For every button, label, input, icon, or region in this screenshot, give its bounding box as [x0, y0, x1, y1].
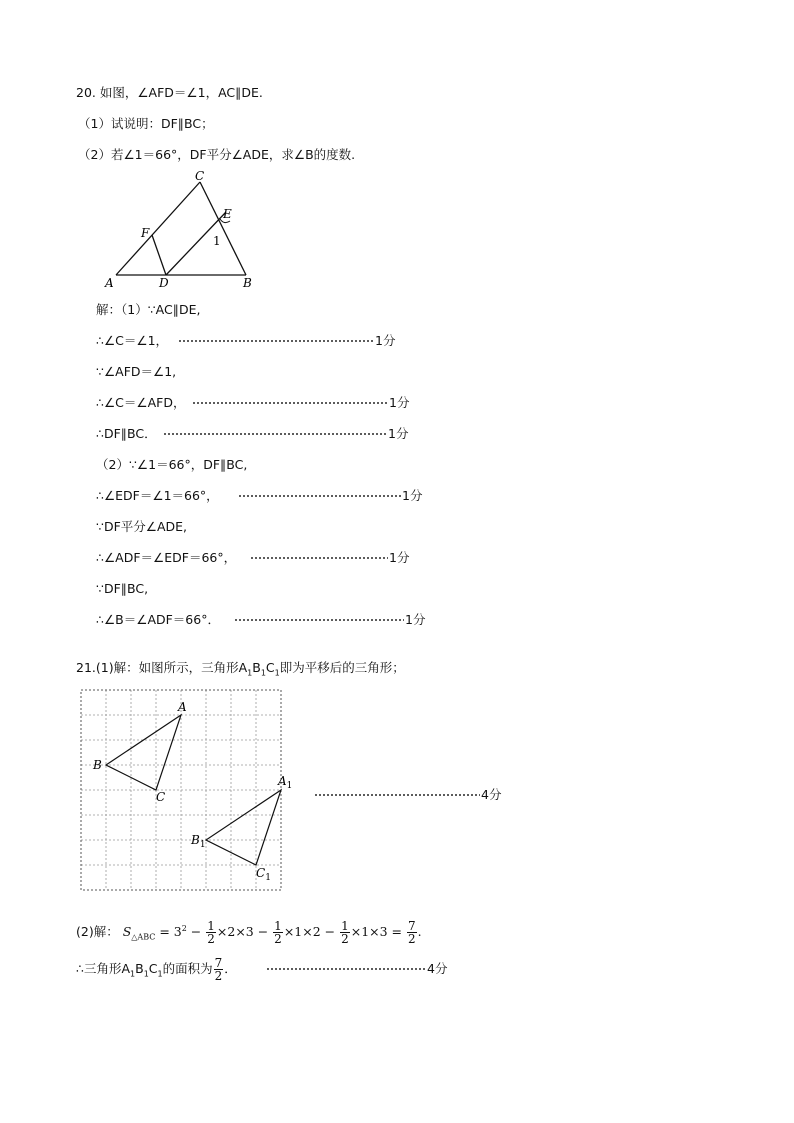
score-label: 1分	[405, 612, 426, 627]
solution-line: ∴∠EDF＝∠1＝66°，	[96, 488, 219, 503]
grid-lines	[81, 690, 281, 890]
score-label: 1分	[388, 426, 409, 441]
fraction-half: $\frac{1}{2}$	[274, 919, 282, 947]
triangle-a1b1c1	[206, 790, 281, 865]
label-d: D	[159, 276, 169, 290]
solution-line: ∴∠C＝∠1，	[96, 333, 169, 348]
solution-line: （2）∵∠1＝66°，DF∥BC,	[96, 457, 248, 472]
score-label: 1分	[375, 333, 396, 348]
solution-line: ∴∠B＝∠ADF＝66°．	[96, 612, 220, 627]
q21-part1: 21.(1)解：如图所示，三角形$A_1B_1C_1$即为平移后的三角形；	[76, 660, 405, 678]
solution-line: ∴DF∥BC．	[96, 426, 157, 441]
score-label: 4分	[427, 961, 448, 976]
label-c: C	[156, 790, 166, 804]
label-a: A	[105, 276, 114, 290]
q21-grid-figure	[76, 684, 296, 896]
score-label: 1分	[402, 488, 423, 503]
solution-line: ∵∠AFD＝∠1,	[96, 364, 177, 379]
label-a1: $A_1$	[278, 774, 293, 791]
label-one: 1	[213, 234, 221, 248]
q21-part2: (2)解： $S_{\triangle ABC} = 3^2$ − $\frac{1}{2}$ ×2×3 − $\frac{1}{2}$ ×1×2 − $\frac{1}{2}$ ×1×3 = $\frac{7}{2}$ .	[76, 919, 422, 947]
score-label: 1分	[389, 395, 410, 410]
score-label: 4分	[481, 787, 502, 802]
fraction-seven-halves: $\frac{7}{2}$	[214, 956, 223, 983]
triangle-abc	[106, 715, 181, 790]
fraction-seven-halves: $\frac{7}{2}$	[408, 919, 416, 947]
q20-part2: （2）若∠1＝66°，DF平分∠ADE，求∠B的度数.	[78, 147, 356, 162]
label-c1: $C_1$	[256, 866, 271, 883]
score-label: 1分	[389, 550, 410, 565]
solution-line: ∵DF平分∠ADE,	[96, 519, 188, 534]
label-c: C	[195, 169, 205, 183]
q21-conclusion: ∴三角形$A_1B_1C_1$的面积为 $\frac{7}{2}$ ．	[76, 956, 237, 983]
solution-line: 解：（1）∵AC∥DE,	[96, 302, 201, 317]
label-b: B	[243, 276, 252, 290]
q20-title: 20. 如图，∠AFD＝∠1，AC∥DE.	[76, 85, 263, 100]
solution-line: ∴∠ADF＝∠EDF＝66°，	[96, 550, 237, 565]
label-f: F	[141, 226, 150, 240]
segment-fd	[152, 235, 166, 275]
fraction-half: $\frac{1}{2}$	[341, 919, 349, 947]
solution-line: ∵DF∥BC,	[96, 581, 149, 596]
segment-ac	[116, 182, 200, 275]
label-b: B	[93, 758, 102, 772]
q20-part1: （1）试说明：DF∥BC；	[78, 116, 214, 131]
solution-line: ∴∠C＝∠AFD，	[96, 395, 186, 410]
label-a: A	[178, 700, 187, 714]
label-e: E	[223, 207, 232, 221]
fraction-half: $\frac{1}{2}$	[207, 919, 215, 947]
q20-figure	[100, 168, 260, 293]
segment-cb	[200, 182, 246, 275]
label-b1: $B_1$	[191, 833, 206, 850]
